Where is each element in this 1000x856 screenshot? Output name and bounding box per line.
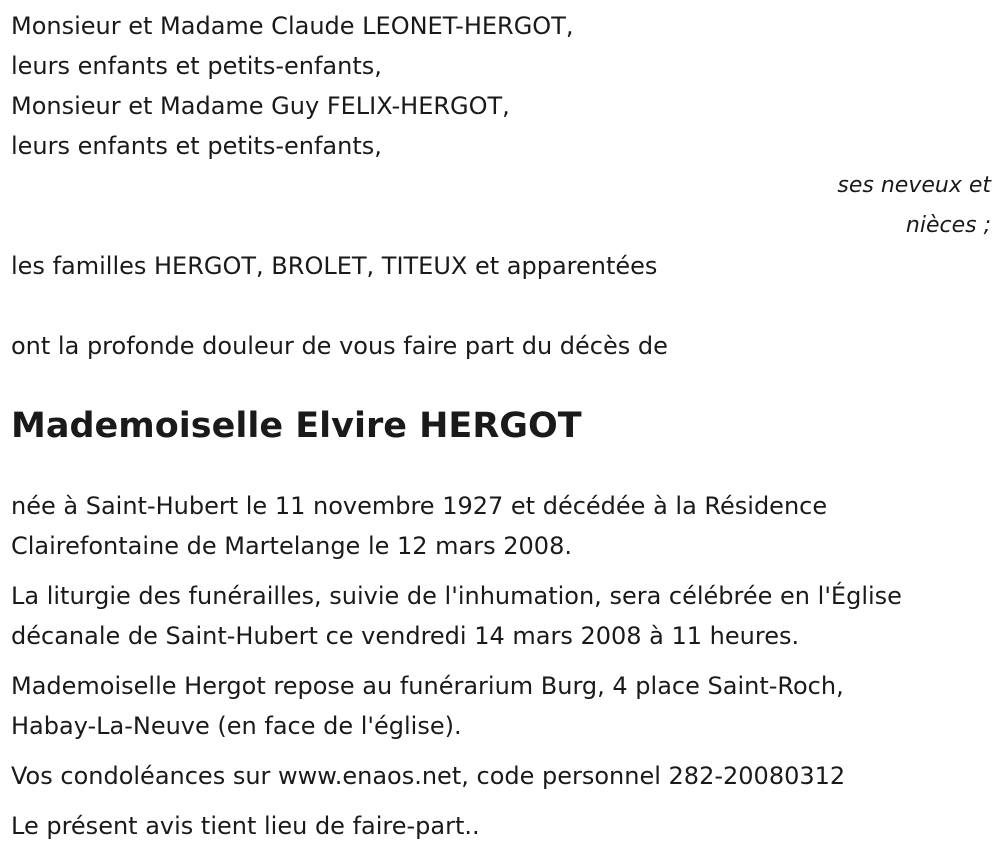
family-line-3: Monsieur et Madame Guy FELIX-HERGOT, <box>11 92 510 120</box>
funeral-line-1: La liturgie des funérailles, suivie de l'inhumation, sera célébrée en l'Église <box>11 582 902 610</box>
birth-death-paragraph <box>11 486 991 566</box>
announcement-text: ont la profonde douleur de vous faire part du décès de <box>11 332 668 360</box>
nephews-line-1: ses neveux et <box>837 173 991 198</box>
rest-line-2: Habay-La-Neuve (en face de l'église). <box>11 712 462 740</box>
spacer <box>11 286 991 326</box>
condolences-paragraph: Vos condoléances sur www.enaos.net, code personnel 282-20080312 <box>11 762 846 790</box>
closing-paragraph: Le présent avis tient lieu de faire-part.. <box>11 812 480 840</box>
spacer <box>11 446 991 486</box>
family-line-4: leurs enfants et petits-enfants, <box>11 132 382 160</box>
funeral-paragraph <box>11 576 991 656</box>
deceased-name: Mademoiselle Elvire HERGOT <box>11 406 582 446</box>
birth-death-line-1: née à Saint-Hubert le 11 novembre 1927 et décédée à la Résidence <box>11 492 828 520</box>
death-notice <box>11 6 991 856</box>
nephews-line-2: nièces ; <box>905 213 991 238</box>
family-line-1: Monsieur et Madame Claude LEONET-HERGOT, <box>11 12 574 40</box>
birth-death-line-2: Clairefontaine de Martelange le 12 mars 2008. <box>11 532 572 560</box>
rest-line-1: Mademoiselle Hergot repose au funérarium Burg, 4 place Saint-Roch, <box>11 672 844 700</box>
family-line-5: les familles HERGOT, BROLET, TITEUX et apparentées <box>11 252 658 280</box>
spacer <box>11 366 991 406</box>
rest-paragraph <box>11 666 991 746</box>
funeral-line-2: décanale de Saint-Hubert ce vendredi 14 mars 2008 à 11 heures. <box>11 622 800 650</box>
family-line-2: leurs enfants et petits-enfants, <box>11 52 382 80</box>
